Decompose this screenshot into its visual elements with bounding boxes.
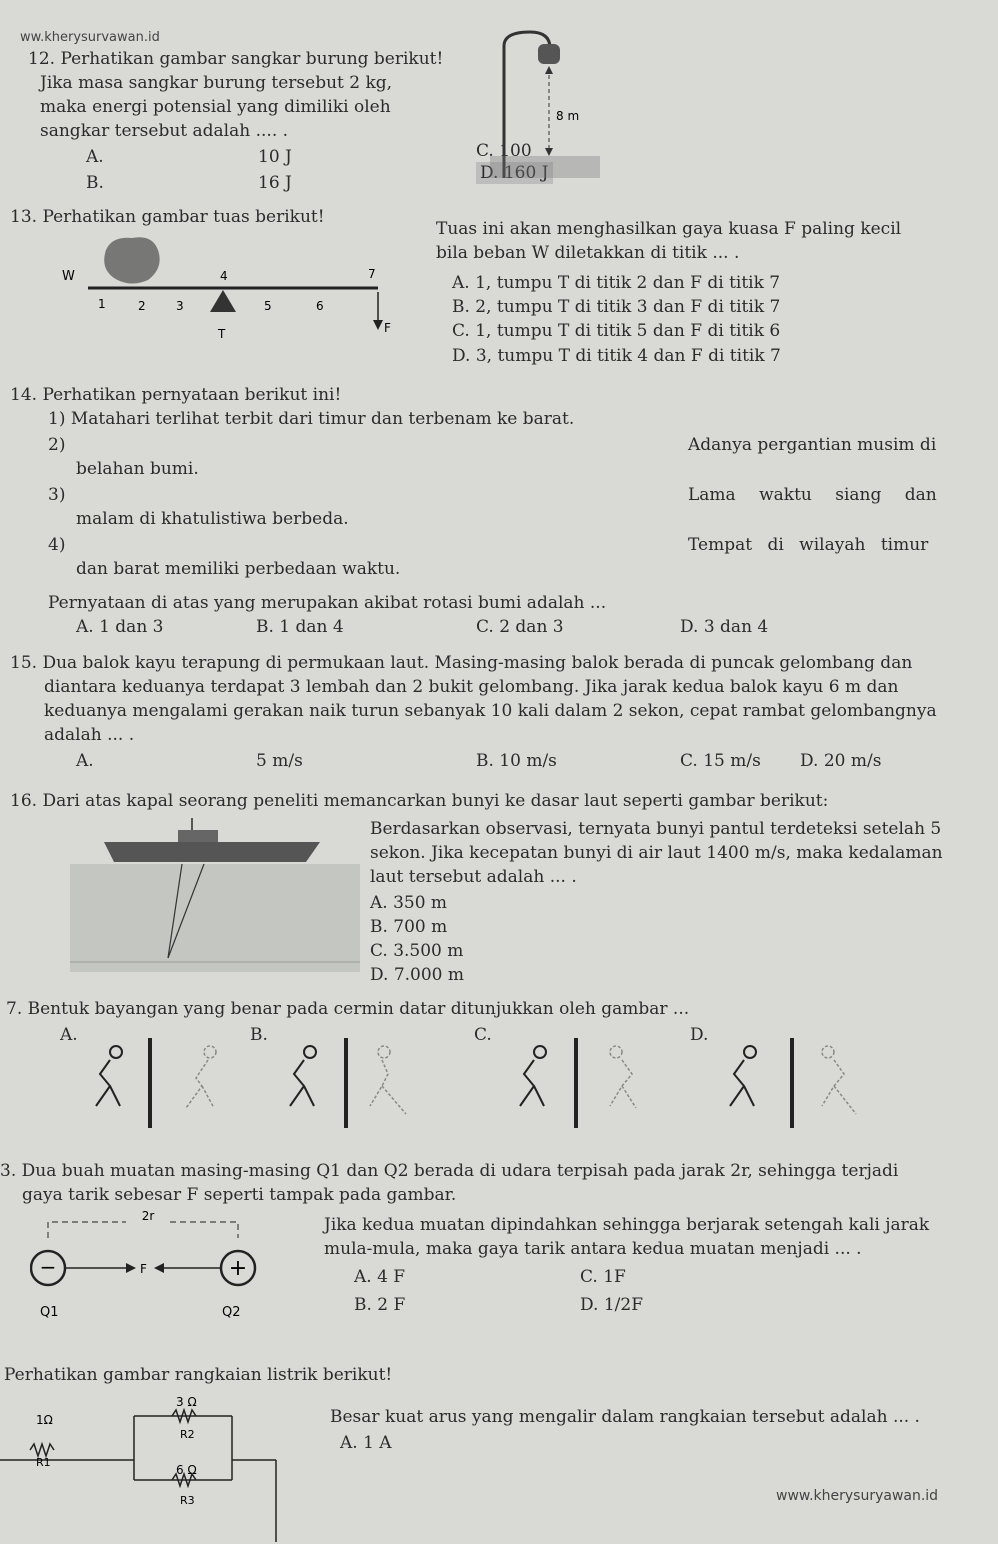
watermark-bottom: www.kherysuryawan.id — [776, 1488, 939, 1504]
r1-value: 1Ω — [36, 1413, 53, 1427]
label-w: W — [62, 269, 75, 284]
negative-sign: − — [39, 1255, 57, 1279]
q12-option-c: C. 100 — [476, 141, 532, 161]
q12-line: 12. Perhatikan gambar sangkar burung berikut! — [28, 49, 444, 69]
point-7: 7 — [368, 267, 376, 281]
q17-label-d: D. — [690, 1025, 709, 1045]
watermark-top: ww.kherysurvawan.id — [20, 30, 160, 45]
label-f: F — [384, 321, 391, 335]
q13-option-b: B. 2, tumpu T di titik 3 dan F di titik 7 — [452, 297, 781, 317]
q14-option-b: B. 1 dan 4 — [256, 617, 344, 637]
label-t: T — [218, 327, 226, 341]
q19-option-a: A. 1 A — [340, 1433, 392, 1453]
q14-question: Pernyataan di atas yang merupakan akibat rotasi bumi adalah ... — [48, 593, 607, 613]
q12-option-a-label: A. — [86, 147, 104, 167]
option-a-figure — [96, 1038, 216, 1128]
q14-statement-1: 1) Matahari terlihat terbit dari timur dan terbenam ke barat. — [48, 409, 575, 429]
q14-statement-4b: dan barat memiliki perbedaan waktu. — [76, 559, 401, 579]
ground — [490, 156, 600, 178]
q16-desc: sekon. Jika kecepatan bunyi di air laut 1400 m/s, maka kedalaman — [370, 843, 943, 863]
q2-label: Q2 — [222, 1305, 241, 1320]
q19-title: Perhatikan gambar rangkaian listrik berikut! — [4, 1365, 393, 1385]
q18-desc: mula-mula, maka gaya tarik antara kedua muatan menjadi ... . — [324, 1239, 862, 1259]
q13-desc: Tuas ini akan menghasilkan gaya kuasa F paling kecil — [436, 219, 902, 239]
circuit-figure — [0, 1394, 290, 1542]
q16-option-a: A. 350 m — [370, 893, 448, 913]
r2-name: R2 — [180, 1428, 195, 1441]
q18-option-b: B. 2 F — [354, 1295, 406, 1315]
q12-option-b-label: B. — [86, 173, 104, 193]
ship-sonar-figure — [70, 812, 360, 972]
fulcrum-icon — [210, 290, 236, 312]
person-icon — [744, 1046, 756, 1058]
q13-desc: bila beban W diletakkan di titik ... . — [436, 243, 740, 263]
q17-label-a: A. — [60, 1025, 78, 1045]
q13-option-d: D. 3, tumpu T di titik 4 dan F di titik 7 — [452, 346, 781, 366]
distance-label: 2r — [141, 1209, 155, 1223]
q14-statement-2-num: 2) — [48, 435, 66, 455]
q18-line: 3. Dua buah muatan masing-masing Q1 dan Q2 berada di udara terpisah pada jarak 2r, sehingga terjadi — [0, 1161, 899, 1181]
q12-option-b-value: 16 J — [258, 173, 292, 193]
q14-option-d: D. 3 dan 4 — [680, 617, 769, 637]
q15-line: diantara keduanya terdapat 3 lembah dan 2 bukit gelombang. Jika jarak kedua balok kayu 6 m dan — [44, 677, 899, 697]
q15-line: adalah ... . — [44, 725, 135, 745]
q16-title: 16. Dari atas kapal seorang peneliti memancarkan bunyi ke dasar laut seperti gambar berikut: — [10, 791, 829, 811]
load-rock-icon — [104, 237, 159, 283]
image-icon — [204, 1046, 216, 1058]
q12-option-d: D. 160 J — [476, 162, 553, 184]
q14-title: 14. Perhatikan pernyataan berikut ini! — [10, 385, 342, 405]
point-3: 3 — [176, 299, 184, 313]
point-4: 4 — [220, 269, 228, 283]
force-label: F — [140, 1262, 147, 1276]
q16-desc: Berdasarkan observasi, ternyata bunyi pantul terdeteksi setelah 5 — [370, 819, 942, 839]
image-icon — [610, 1046, 622, 1058]
q14-option-c: C. 2 dan 3 — [476, 617, 564, 637]
q14-statement-3b: malam di khatulistiwa berbeda. — [76, 509, 349, 529]
q15-line: 15. Dua balok kayu terapung di permukaan laut. Masing-masing balok berada di puncak gelombang dan — [10, 653, 913, 673]
ship-cabin — [178, 830, 218, 842]
lever-figure — [60, 228, 400, 348]
person-icon — [304, 1046, 316, 1058]
q14-statement-3a: Lama waktu siang dan — [688, 485, 937, 505]
q14-statement-3-num: 3) — [48, 485, 66, 505]
q18-option-a: A. 4 F — [354, 1267, 406, 1287]
positive-sign: + — [228, 1256, 248, 1281]
q15-option-d: D. 20 m/s — [800, 751, 882, 771]
charges-figure — [30, 1206, 290, 1336]
q15-option-a-label: A. — [76, 751, 94, 771]
height-label: 8 m — [556, 109, 580, 123]
image-icon — [378, 1046, 390, 1058]
q18-line: gaya tarik sebesar F seperti tampak pada gambar. — [22, 1185, 457, 1205]
q16-option-d: D. 7.000 m — [370, 965, 465, 985]
q18-option-c: C. 1F — [580, 1267, 626, 1287]
q14-statement-4-num: 4) — [48, 535, 66, 555]
resistor-r1 — [30, 1444, 54, 1456]
arrow-left-icon — [154, 1263, 164, 1273]
image-icon — [822, 1046, 834, 1058]
q17-title: 7. Bentuk bayangan yang benar pada cermin datar ditunjukkan oleh gambar ... — [6, 999, 690, 1019]
point-2: 2 — [138, 299, 146, 313]
q12-line: sangkar tersebut adalah .... . — [40, 121, 289, 141]
option-d-figure — [730, 1038, 856, 1128]
r3-value: 6 Ω — [176, 1463, 197, 1477]
r1-name: R1 — [36, 1456, 51, 1469]
cage-icon — [538, 44, 560, 64]
q16-desc: laut tersebut adalah ... . — [370, 867, 577, 887]
q16-option-b: B. 700 m — [370, 917, 448, 937]
q18-option-d: D. 1/2F — [580, 1295, 643, 1315]
option-b-figure — [290, 1038, 406, 1128]
r3-name: R3 — [180, 1494, 195, 1507]
q12-line: maka energi potensial yang dimiliki oleh — [40, 97, 391, 117]
q14-statement-2a: Adanya pergantian musim di — [688, 435, 937, 455]
birdcage-figure — [490, 28, 610, 178]
point-5: 5 — [264, 299, 272, 313]
arrow-right-icon — [126, 1263, 136, 1273]
q17-label-c: C. — [474, 1025, 492, 1045]
arrow-down-icon — [373, 320, 383, 330]
r2-value: 3 Ω — [176, 1395, 197, 1409]
q14-option-a: A. 1 dan 3 — [76, 617, 164, 637]
q12-option-a-value: 10 J — [258, 147, 292, 167]
mirror-options-figure — [70, 1034, 890, 1134]
person-icon — [110, 1046, 122, 1058]
q13-option-c: C. 1, tumpu T di titik 5 dan F di titik 6 — [452, 321, 781, 341]
q18-desc: Jika kedua muatan dipindahkan sehingga berjarak setengah kali jarak — [324, 1215, 930, 1235]
q15-line: keduanya mengalami gerakan naik turun sebanyak 10 kali dalam 2 sekon, cepat rambat gelombangnya — [44, 701, 937, 721]
q1-label: Q1 — [40, 1305, 59, 1320]
person-icon — [534, 1046, 546, 1058]
arrow-up-icon — [545, 66, 553, 74]
q16-option-c: C. 3.500 m — [370, 941, 464, 961]
q14-statement-2b: belahan bumi. — [76, 459, 199, 479]
q15-option-a-value: 5 m/s — [256, 751, 303, 771]
point-1: 1 — [98, 297, 106, 311]
q13-option-a: A. 1, tumpu T di titik 2 dan F di titik 7 — [452, 273, 781, 293]
arrow-down-icon — [545, 148, 553, 156]
q17-label-b: B. — [250, 1025, 268, 1045]
distance-marker — [48, 1222, 238, 1238]
q15-option-c: C. 15 m/s — [680, 751, 761, 771]
q13-title: 13. Perhatikan gambar tuas berikut! — [10, 207, 325, 227]
sea-water — [70, 864, 360, 972]
q19-desc: Besar kuat arus yang mengalir dalam rangkaian tersebut adalah ... . — [330, 1407, 920, 1427]
point-6: 6 — [316, 299, 324, 313]
option-c-figure — [520, 1038, 636, 1128]
ship-icon — [104, 842, 320, 862]
q15-option-b: B. 10 m/s — [476, 751, 557, 771]
q12-line: Jika masa sangkar burung tersebut 2 kg, — [40, 73, 393, 93]
q14-statement-4a: Tempat di wilayah timur — [688, 535, 929, 555]
